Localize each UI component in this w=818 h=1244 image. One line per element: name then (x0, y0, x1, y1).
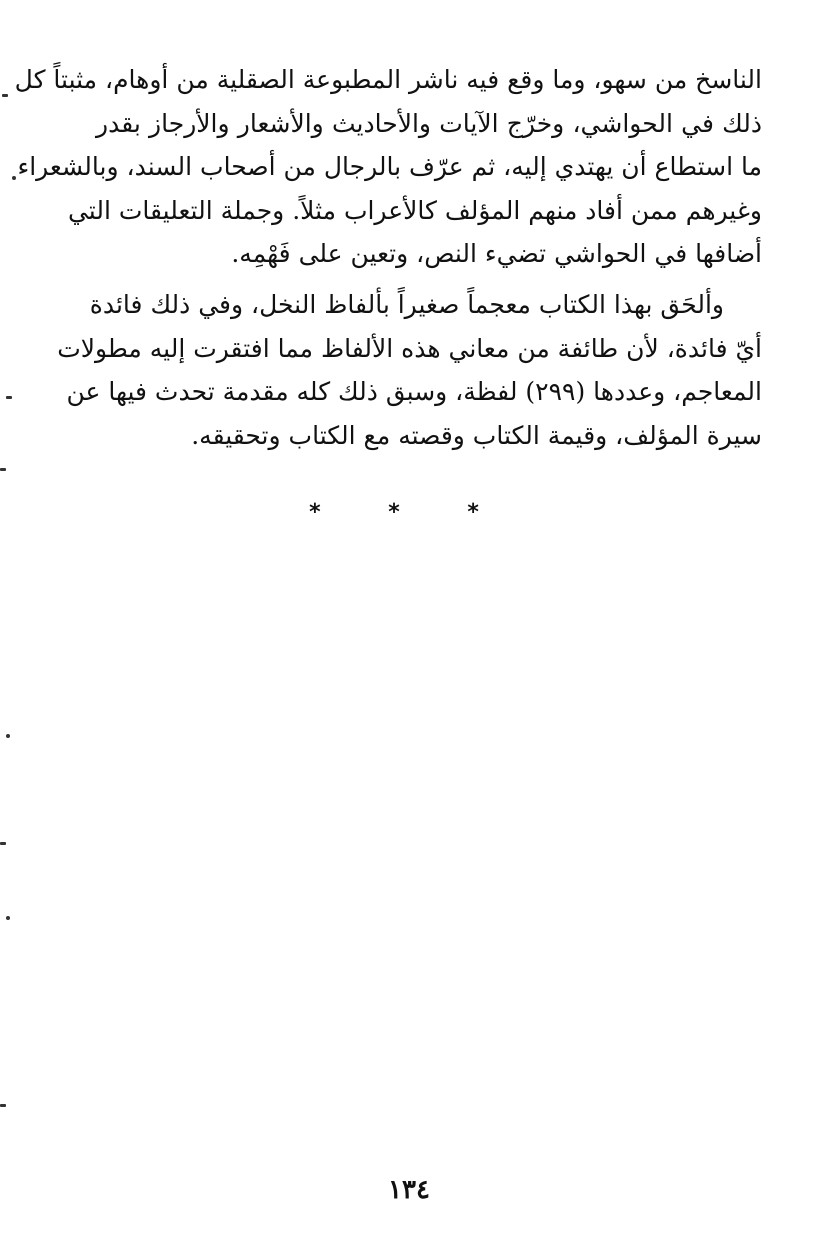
scan-edge-mark (6, 396, 12, 399)
paragraph-2-line-1 (89, 283, 762, 327)
paragraph-2 (57, 283, 762, 457)
paragraph-1 (14, 58, 762, 276)
scan-edge-mark (2, 94, 8, 97)
paragraph-2-line-3: المعاجم، وعددها (٢٩٩) لفظة، وسبق ذلك كله مقدمة تحدث فيها عن (66, 377, 762, 406)
paragraph-1-line-1: الناسخ من سهو، وما وقع فيه ناشر المطبوعة الصقلية من أوهام، مثبتاً كل (14, 65, 762, 94)
scan-edge-mark (6, 916, 10, 920)
scan-edge-mark (0, 468, 6, 471)
scan-edge-mark (0, 842, 6, 845)
paragraph-1-line-2: ذلك في الحواشي، وخرّج الآيات والأحاديث والأشعار والأرجاز بقدر (96, 108, 762, 138)
paragraph-2-line-1-text: وألحَق بهذا الكتاب معجماً صغيراً بألفاظ النخل، وفي ذلك فائدة (89, 290, 724, 319)
paragraph-2-line-4: سيرة المؤلف، وقيمة الكتاب وقصته مع الكتاب وتحقيقه. (191, 420, 762, 450)
page-number: ١٣٤ (388, 1175, 430, 1205)
section-separator: * * * (309, 500, 509, 525)
paragraph-1-line-4: وغيرهم ممن أفاد منهم المؤلف كالأعراب مثلاً. وجملة التعليقات التي (67, 195, 762, 225)
paragraph-1-line-5: أضافها في الحواشي تضيء النص، وتعين على فَهْمِه. (231, 239, 762, 268)
scan-edge-mark (12, 176, 16, 180)
paragraph-2-line-2: أيّ فائدة، لأن طائفة من معاني هذه الألفاظ مما افتقرت إليه مطولات (57, 333, 762, 363)
scan-edge-mark (0, 1104, 6, 1107)
paragraph-1-line-3: ما استطاع أن يهتدي إليه، ثم عرّف بالرجال من أصحاب السند، وبالشعراء (17, 152, 762, 181)
scan-edge-mark (6, 734, 10, 738)
